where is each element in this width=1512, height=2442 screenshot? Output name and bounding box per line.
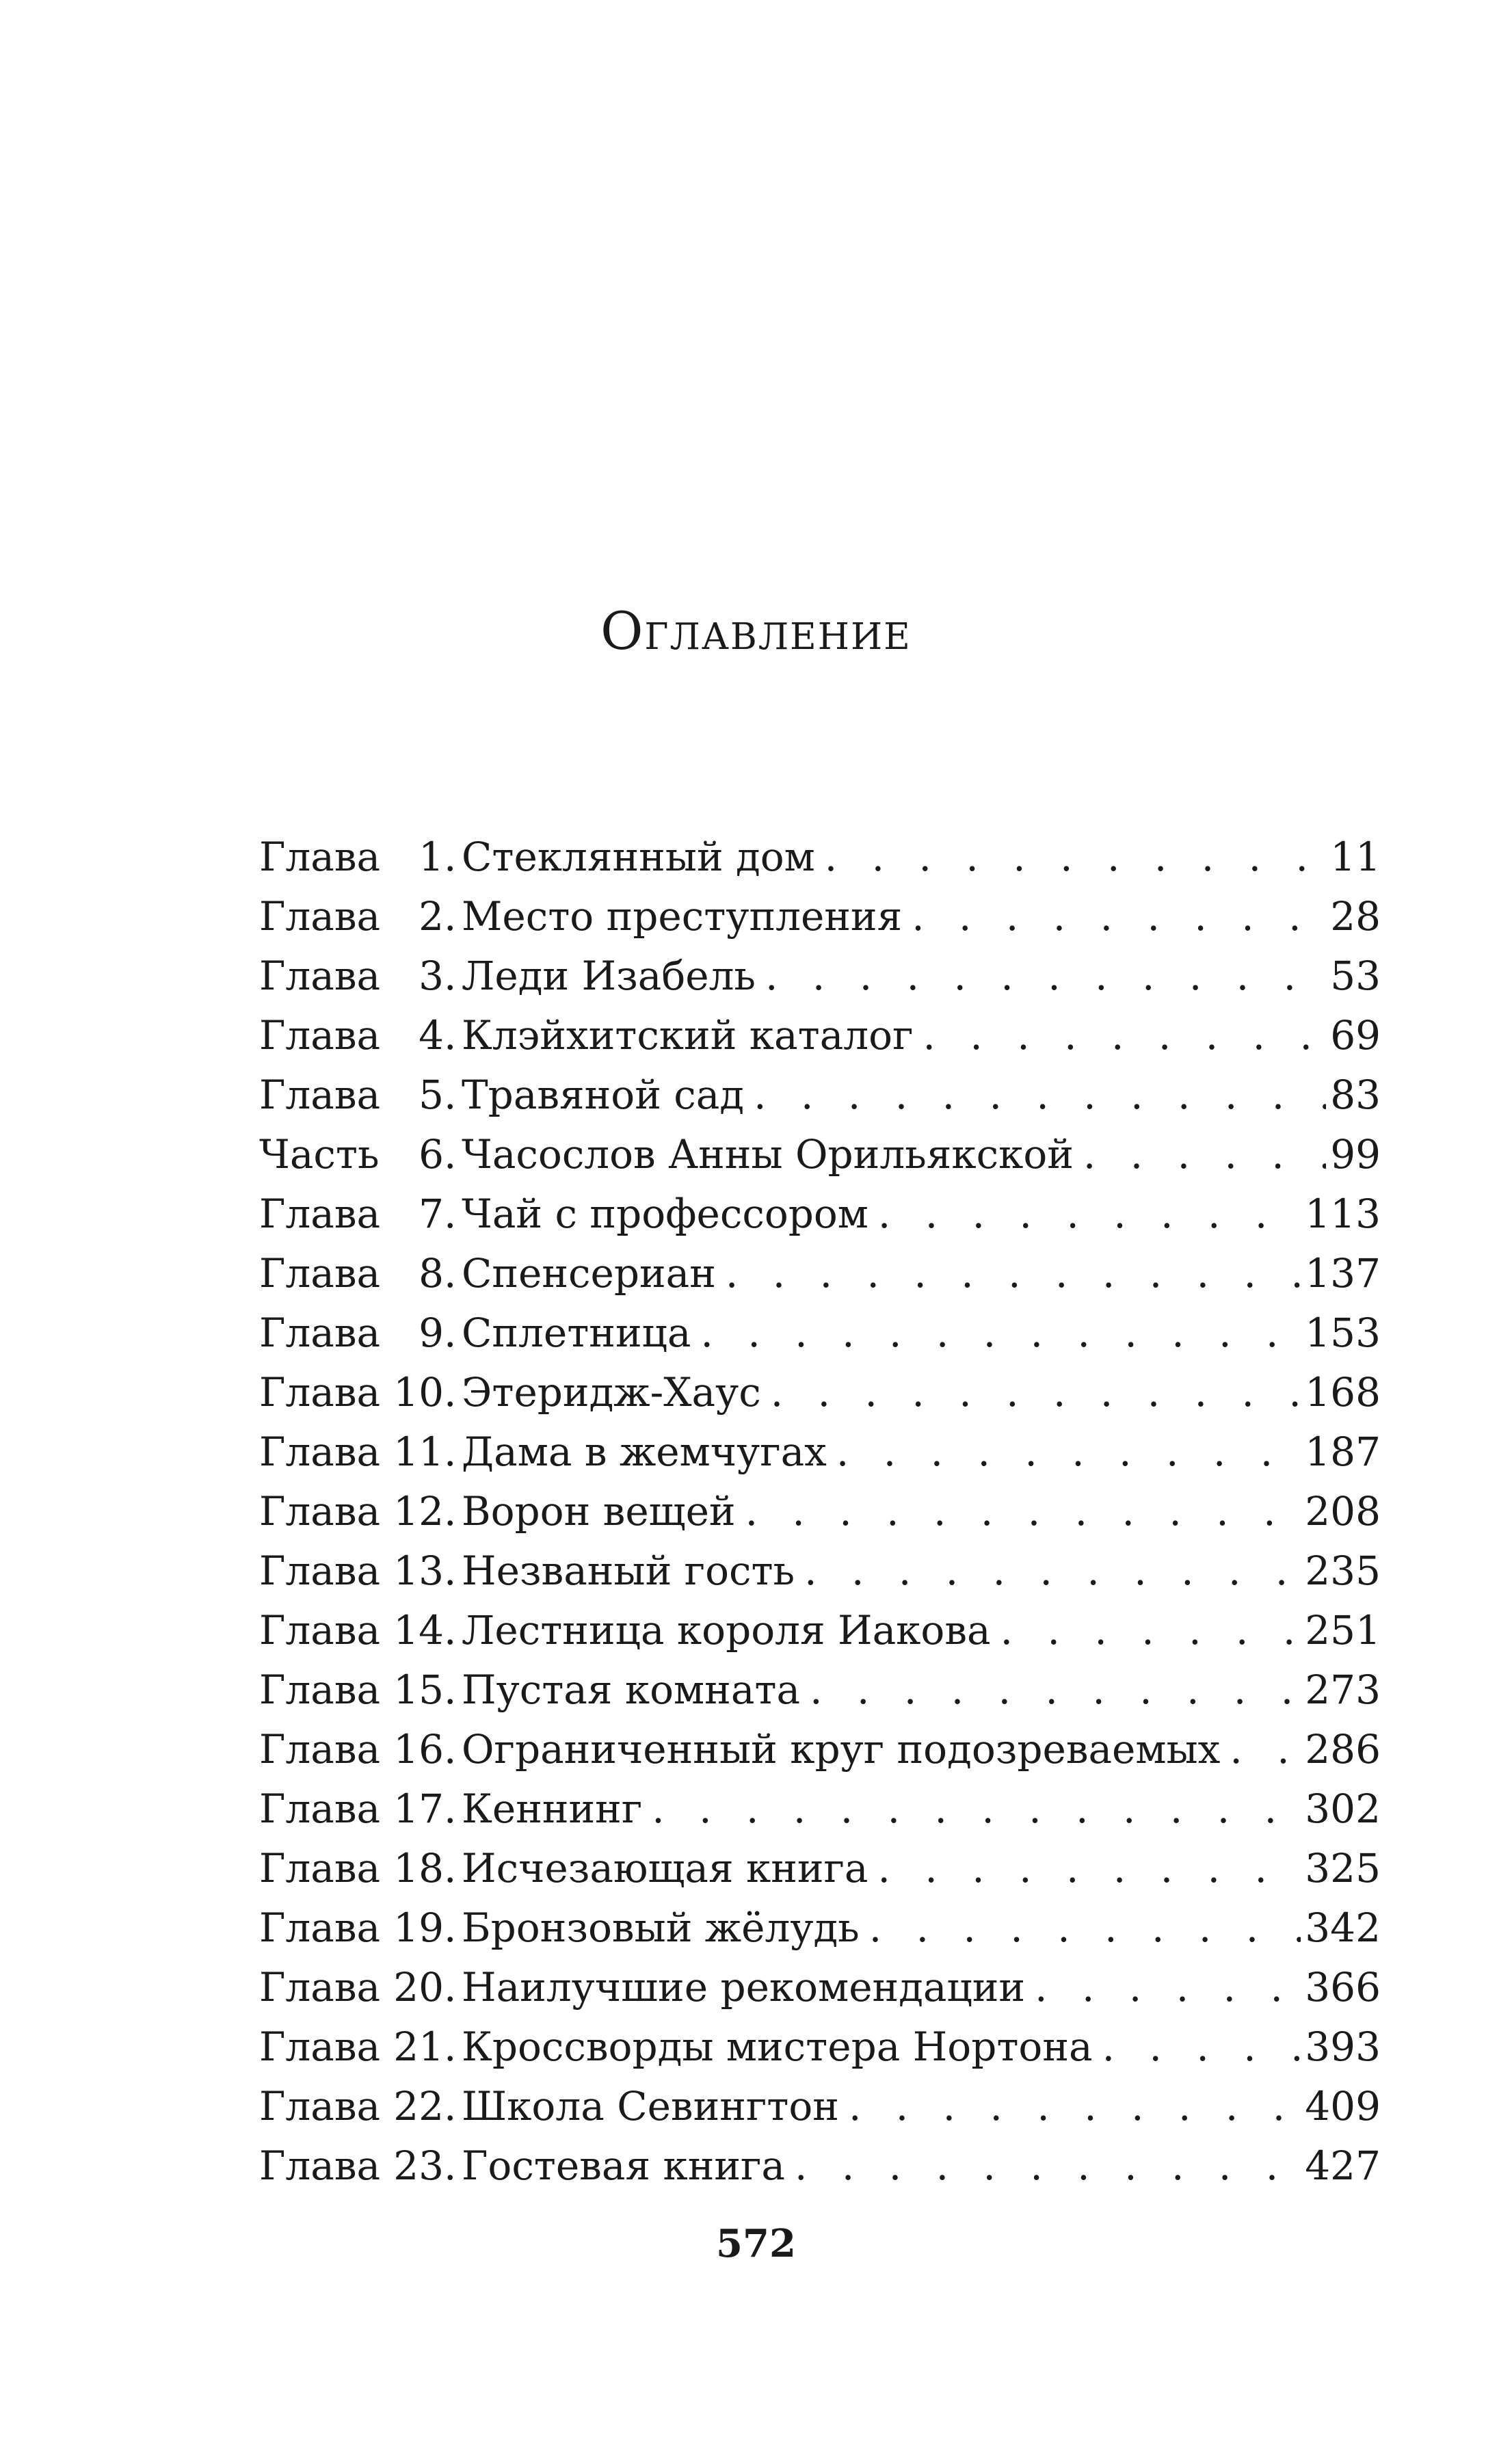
toc-entry-number: 13 <box>393 1548 444 1594</box>
toc-entry-separator: . <box>444 2023 457 2070</box>
toc-entry[interactable] <box>259 1839 1381 1898</box>
dot-leader <box>849 2077 1301 2136</box>
toc-entry-label: Глава <box>259 1548 381 1594</box>
toc-entry-number: 16 <box>393 1726 444 1773</box>
toc-entry[interactable] <box>259 1720 1381 1779</box>
toc-entry-label: Глава <box>259 1964 381 2010</box>
toc-entry[interactable] <box>259 1184 1381 1244</box>
toc-entry-page: 342 <box>1305 1905 1381 1951</box>
toc-entry-label: Глава <box>259 1726 381 1773</box>
toc-entry-label: Глава <box>259 1905 381 1951</box>
dot-leader <box>1230 1720 1301 1779</box>
dot-leader <box>771 1363 1301 1422</box>
toc-entry-label: Глава <box>259 834 381 880</box>
toc-entry-title: Место преступления <box>462 893 903 940</box>
toc-entry-separator: . <box>444 1072 457 1118</box>
toc-entry-label: Глава <box>259 1012 381 1059</box>
toc-entry[interactable] <box>259 2136 1381 2196</box>
toc-entry-label: Глава <box>259 1607 381 1654</box>
toc-entry[interactable] <box>259 1125 1381 1184</box>
toc-entry-label: Глава <box>259 2023 381 2070</box>
toc-entry-separator: . <box>444 1845 457 1892</box>
toc-entry-page: 427 <box>1305 2142 1381 2189</box>
toc-entry-number: 14 <box>393 1607 444 1654</box>
toc-entry-page: 208 <box>1305 1488 1381 1535</box>
toc-entry-number: 19 <box>393 1905 444 1951</box>
toc-entry-title: Этеридж-Хаус <box>462 1369 761 1416</box>
toc-entry-label: Глава <box>259 1250 381 1297</box>
toc-entry[interactable] <box>259 2017 1381 2077</box>
toc-entry-label: Глава <box>259 1429 381 1475</box>
toc-entry-title: Гостевая книга <box>462 2142 786 2189</box>
toc-entry-title: Бронзовый жёлудь <box>462 1905 860 1951</box>
toc-entry-page: 69 <box>1330 1012 1381 1059</box>
toc-entry-separator: . <box>444 1429 457 1475</box>
toc-entry-title: Чай с профессором <box>462 1191 868 1237</box>
toc-entry-label: Глава <box>259 1369 381 1416</box>
toc-entry-label: Глава <box>259 1310 381 1356</box>
toc-entry-number: 6 <box>419 1131 444 1178</box>
toc-entry-page: 28 <box>1330 893 1381 940</box>
dot-leader <box>765 946 1326 1006</box>
toc-entry[interactable] <box>259 1065 1381 1125</box>
toc-entry-title: Пустая комната <box>462 1667 801 1713</box>
toc-entry-number: 22 <box>393 2083 444 2129</box>
toc-entry-title: Кеннинг <box>462 1786 643 1832</box>
toc-entry-page: 273 <box>1305 1667 1381 1713</box>
toc-entry-separator: . <box>444 1726 457 1773</box>
toc-entry-title: Незваный гость <box>462 1548 795 1594</box>
toc-entry[interactable] <box>259 1422 1381 1482</box>
toc-entry-number: 1 <box>419 834 444 880</box>
toc-entry-separator: . <box>444 1488 457 1535</box>
dot-leader <box>810 1660 1301 1720</box>
dot-leader <box>745 1482 1301 1541</box>
toc-entry-title: Часослов Анны Орильякской <box>462 1131 1074 1178</box>
page-number: 572 <box>716 2221 796 2266</box>
toc-entry-separator: . <box>444 1131 457 1178</box>
toc-entry-separator: . <box>444 893 457 940</box>
toc-entry-page: 286 <box>1305 1726 1381 1773</box>
toc-entry-page: 187 <box>1305 1429 1381 1475</box>
dot-leader <box>754 1065 1326 1125</box>
toc-entry-number: 21 <box>393 2023 444 2070</box>
toc-entry-number: 7 <box>419 1191 444 1237</box>
toc-entry[interactable] <box>259 1660 1381 1720</box>
toc-entry-label: Глава <box>259 1072 381 1118</box>
toc-entry-label: Глава <box>259 1488 381 1535</box>
table-of-contents <box>259 827 1381 2196</box>
toc-entry[interactable] <box>259 1363 1381 1422</box>
toc-entry-page: 393 <box>1305 2023 1381 2070</box>
toc-entry[interactable] <box>259 1541 1381 1601</box>
toc-entry-separator: . <box>444 1369 457 1416</box>
toc-entry-label: Глава <box>259 1845 381 1892</box>
toc-entry-separator: . <box>444 1964 457 2010</box>
dot-leader <box>923 1006 1326 1065</box>
toc-entry-title: Ворон вещей <box>462 1488 736 1535</box>
toc-entry-number: 11 <box>393 1429 444 1475</box>
toc-entry-title: Исчезающая книга <box>462 1845 868 1892</box>
toc-entry-number: 15 <box>393 1667 444 1713</box>
toc-entry-number: 8 <box>419 1250 444 1297</box>
toc-entry-page: 11 <box>1330 834 1381 880</box>
dot-leader <box>804 1541 1301 1601</box>
toc-entry-label: Глава <box>259 1786 381 1832</box>
dot-leader <box>1035 1958 1301 2017</box>
toc-entry-number: 18 <box>393 1845 444 1892</box>
dot-leader <box>878 1839 1301 1898</box>
dot-leader <box>795 2136 1301 2196</box>
toc-entry-page: 113 <box>1305 1191 1381 1237</box>
toc-entry-page: 235 <box>1305 1548 1381 1594</box>
toc-entry-number: 2 <box>419 893 444 940</box>
toc-entry-page: 53 <box>1330 953 1381 999</box>
toc-entry-separator: . <box>444 2142 457 2189</box>
toc-entry-number: 23 <box>393 2142 444 2189</box>
dot-leader <box>869 1898 1301 1958</box>
toc-entry-label: Глава <box>259 1191 381 1237</box>
toc-entry-number: 5 <box>419 1072 444 1118</box>
toc-entry-separator: . <box>444 2083 457 2129</box>
toc-entry-separator: . <box>444 1310 457 1356</box>
toc-entry-title: Лестница короля Иакова <box>462 1607 991 1654</box>
toc-entry-page: 137 <box>1305 1250 1381 1297</box>
dot-leader <box>1000 1601 1301 1660</box>
toc-entry-page: 366 <box>1305 1964 1381 2010</box>
toc-entry-title: Дама в жемчугах <box>462 1429 827 1475</box>
toc-entry[interactable] <box>259 946 1381 1006</box>
page-title: Оглавление <box>600 600 912 661</box>
toc-entry-separator: . <box>444 1905 457 1951</box>
toc-entry-separator: . <box>444 953 457 999</box>
toc-entry-label: Глава <box>259 2083 381 2129</box>
toc-entry[interactable] <box>259 827 1381 887</box>
toc-entry[interactable] <box>259 1601 1381 1660</box>
toc-entry-page: 99 <box>1330 1131 1381 1178</box>
toc-entry-title: Школа Севингтон <box>462 2083 839 2129</box>
toc-entry-title: Ограниченный круг подозреваемых <box>462 1726 1221 1773</box>
toc-entry-page: 302 <box>1305 1786 1381 1832</box>
toc-entry-separator: . <box>444 1012 457 1059</box>
dot-leader <box>912 887 1326 946</box>
toc-entry-number: 3 <box>419 953 444 999</box>
dot-leader <box>726 1244 1301 1303</box>
toc-entry[interactable] <box>259 1779 1381 1839</box>
dot-leader <box>836 1422 1301 1482</box>
toc-entry-separator: . <box>444 1250 457 1297</box>
toc-entry-label: Глава <box>259 893 381 940</box>
toc-entry-number: 20 <box>393 1964 444 2010</box>
dot-leader <box>825 827 1326 887</box>
toc-entry-title: Леди Изабель <box>462 953 756 999</box>
toc-entry-separator: . <box>444 1667 457 1713</box>
toc-entry[interactable] <box>259 1958 1381 2017</box>
toc-entry-number: 10 <box>393 1369 444 1416</box>
dot-leader <box>878 1184 1301 1244</box>
toc-entry-number: 9 <box>419 1310 444 1356</box>
toc-entry-separator: . <box>444 1191 457 1237</box>
toc-entry[interactable] <box>259 1482 1381 1541</box>
dot-leader <box>652 1779 1301 1839</box>
toc-entry[interactable] <box>259 2077 1381 2136</box>
toc-entry-title: Спенсериан <box>462 1250 716 1297</box>
toc-entry-number: 17 <box>393 1786 444 1832</box>
toc-entry-separator: . <box>444 834 457 880</box>
toc-entry-title: Травяной сад <box>462 1072 745 1118</box>
toc-entry-label: Глава <box>259 2142 381 2189</box>
toc-entry-separator: . <box>444 1548 457 1594</box>
toc-entry-page: 83 <box>1330 1072 1381 1118</box>
toc-entry-title: Наилучшие рекомендации <box>462 1964 1026 2010</box>
dot-leader <box>1102 2017 1301 2077</box>
toc-entry-separator: . <box>444 1607 457 1654</box>
toc-entry[interactable] <box>259 1006 1381 1065</box>
toc-entry-page: 168 <box>1305 1369 1381 1416</box>
toc-entry-label: Глава <box>259 1667 381 1713</box>
toc-entry[interactable] <box>259 1303 1381 1363</box>
toc-entry-page: 153 <box>1305 1310 1381 1356</box>
toc-entry-page: 409 <box>1305 2083 1381 2129</box>
toc-entry-title: Стеклянный дом <box>462 834 815 880</box>
toc-entry-page: 251 <box>1305 1607 1381 1654</box>
toc-entry-number: 4 <box>419 1012 444 1059</box>
toc-entry[interactable] <box>259 887 1381 946</box>
toc-entry-title: Кроссворды мистера Нортона <box>462 2023 1093 2070</box>
toc-entry-separator: . <box>444 1786 457 1832</box>
toc-entry-number: 12 <box>393 1488 444 1535</box>
toc-entry-page: 325 <box>1305 1845 1381 1892</box>
toc-entry[interactable] <box>259 1244 1381 1303</box>
dot-leader <box>1083 1125 1326 1184</box>
toc-entry-label: Часть <box>259 1131 380 1178</box>
toc-entry[interactable] <box>259 1898 1381 1958</box>
toc-entry-title: Клэйхитский каталог <box>462 1012 914 1059</box>
toc-entry-title: Сплетница <box>462 1310 691 1356</box>
dot-leader <box>700 1303 1301 1363</box>
toc-entry-label: Глава <box>259 953 381 999</box>
